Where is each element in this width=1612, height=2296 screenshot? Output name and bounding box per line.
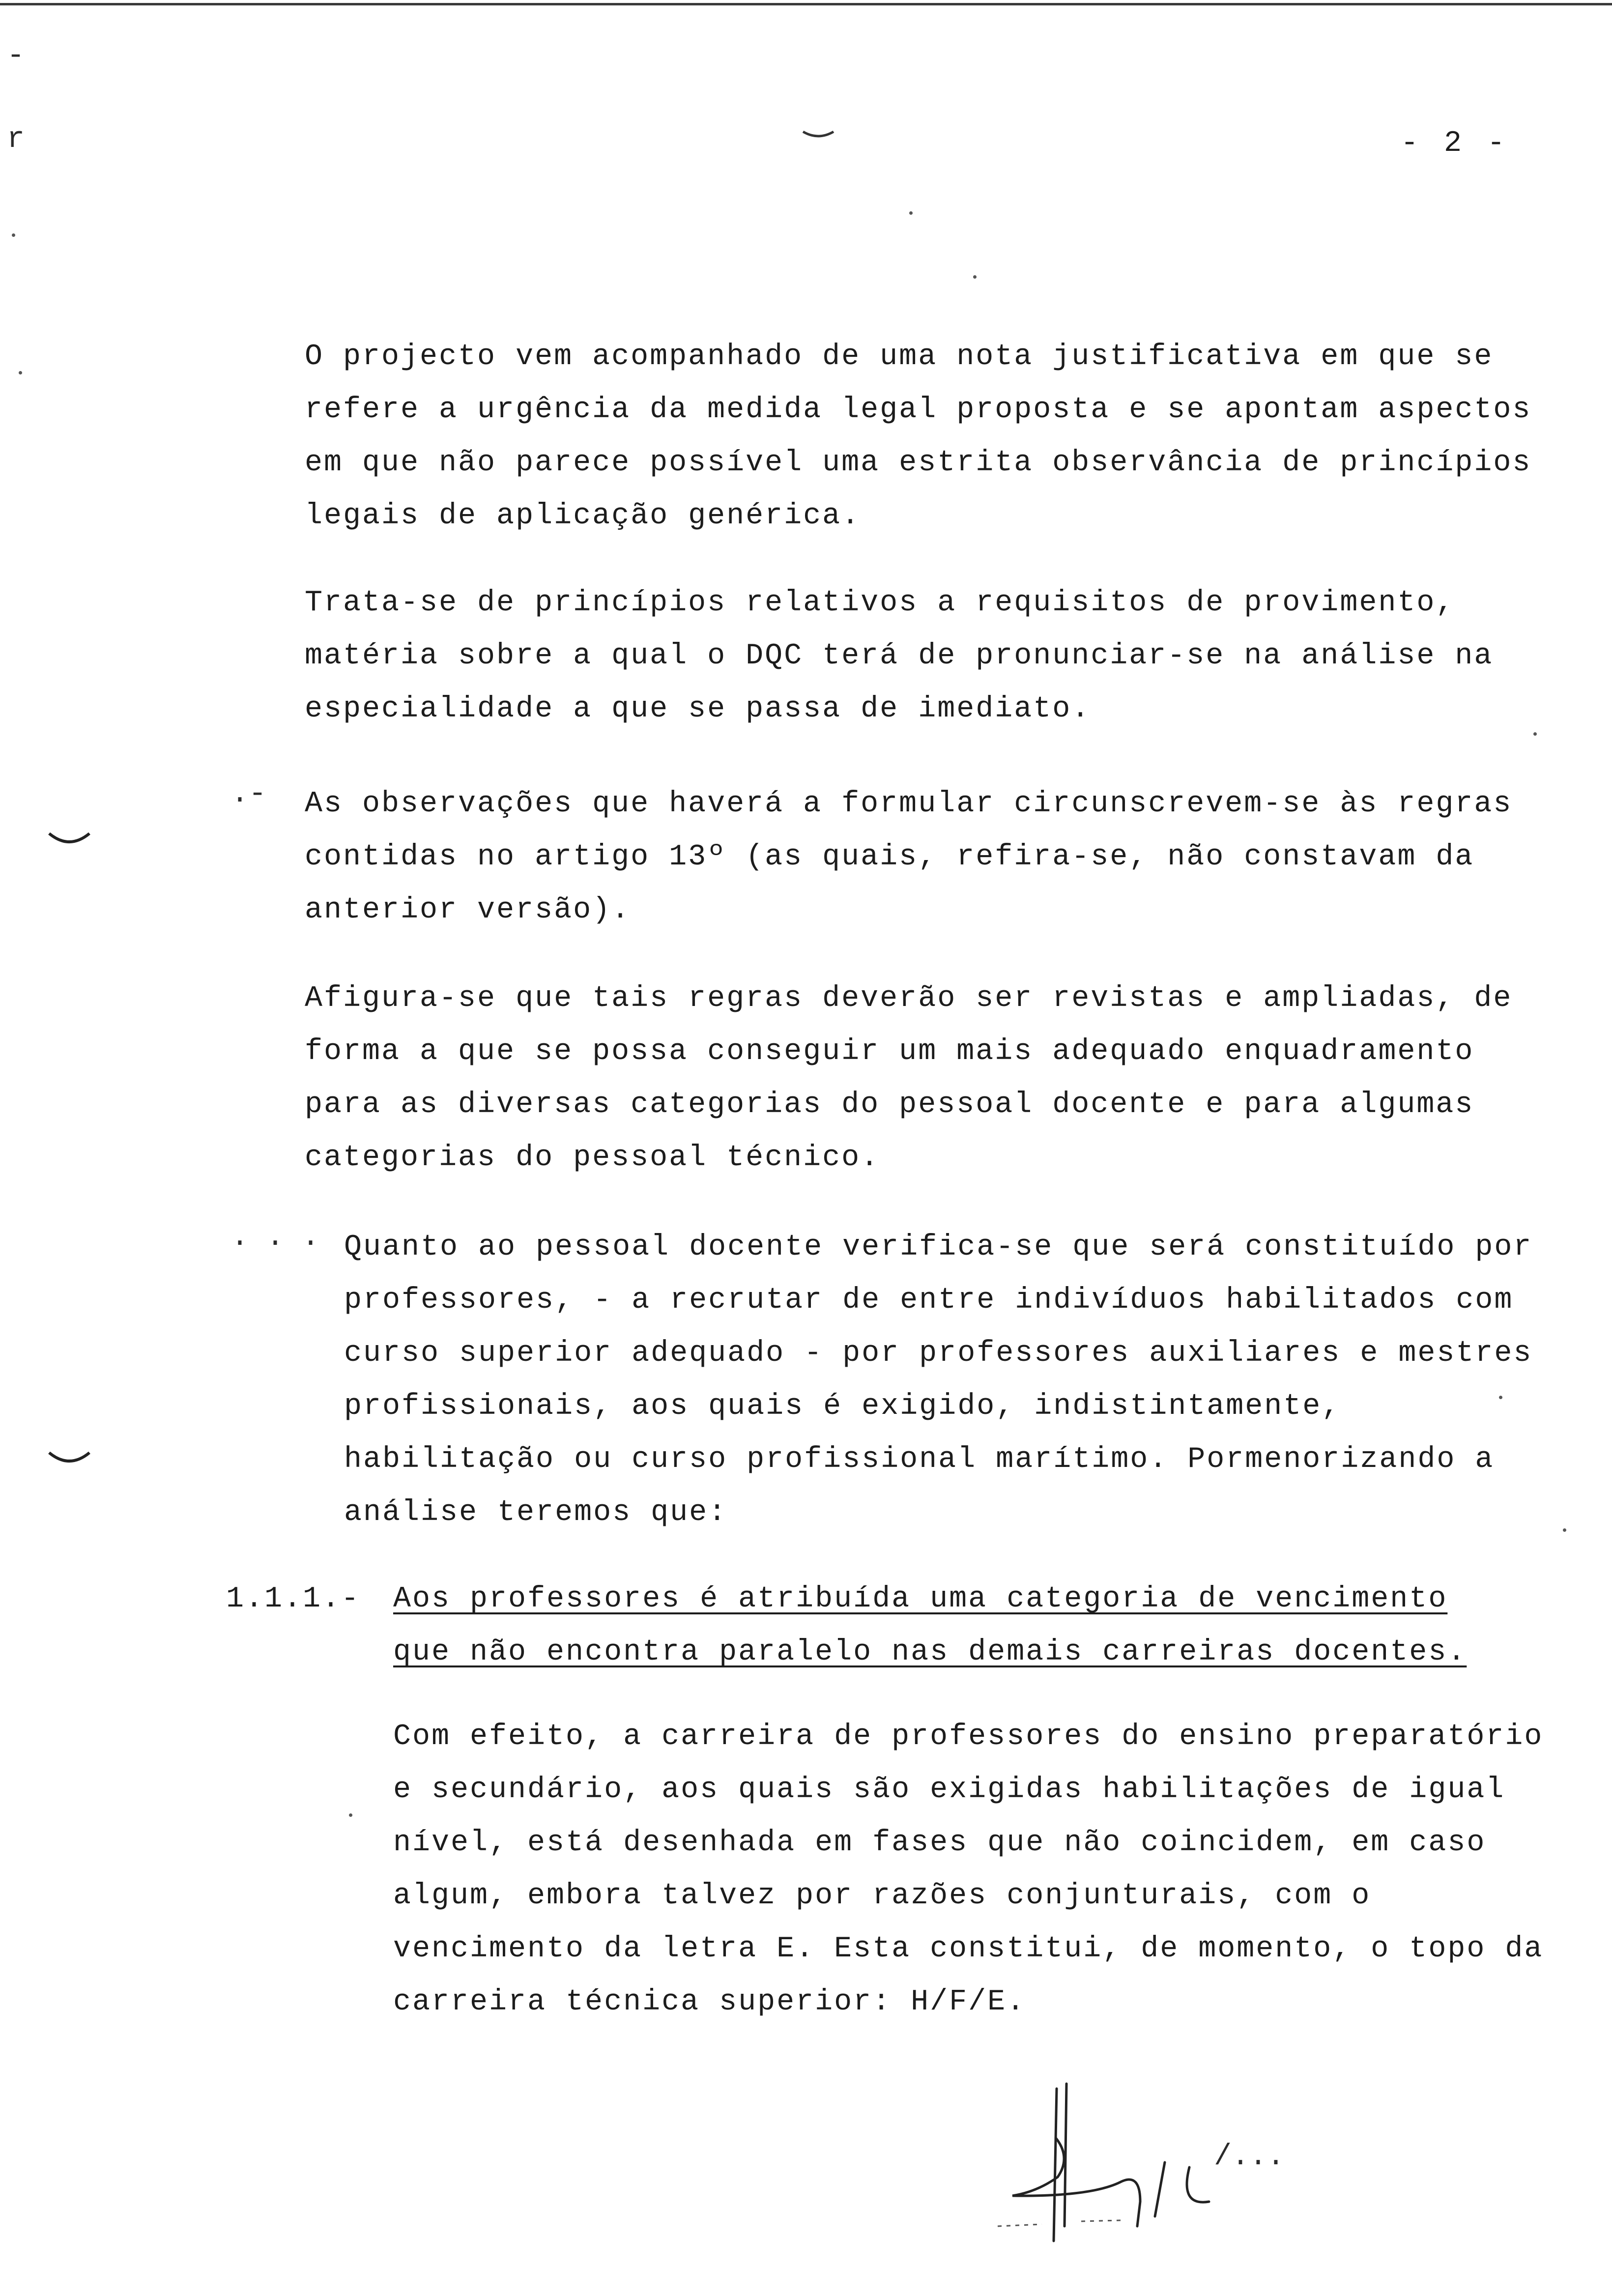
paragraph-justification-note: O projecto vem acompanhado de uma nota justificativa em que se refere a urgência da medida legal proposta e se apontam aspectos em que não parece possível uma estrita observância de princípios legais de aplicação genérica. — [305, 340, 1532, 533]
top-rule — [0, 3, 1612, 5]
scan-speck — [19, 371, 22, 374]
list-marker: . . . — [231, 1221, 320, 1254]
paragraph-career-comparison: Com efeito, a carreira de professores do ensino preparatório e secundário, aos quais são exigidas habilitações de igual nível, está desenhada em fases que não coincidem, em caso algum, embora talvez por razões conjunturais, com o vencimento da letra E. Esta constitui, de momento, o topo da carreira técnica superior: H/F/E. — [393, 1720, 1544, 2019]
scan-speck — [12, 233, 15, 237]
paragraph-article-13-observations: As observações que haverá a formular circunscrevem-se às regras contidas no artigo 13º (as quais, refira-se, não constavam da anterior versão). — [305, 787, 1513, 927]
margin-scan-mark: - — [7, 39, 25, 73]
margin-bracket-mark — [47, 831, 91, 848]
scan-speck — [909, 211, 913, 215]
paragraph-teaching-staff: Quanto ao pessoal docente verifica-se que será constituído por professores, - a recrutar de entre indivíduos habilitados com curso superior adequado - por professores auxiliares e mestres profissionais, aos quais é exigido, indistintamente, habilitação ou curso profissional marítimo. Pormenorizando a análise teremos que: — [344, 1231, 1533, 1529]
paragraph-revision-of-rules: Afigura-se que tais regras deverão ser revistas e ampliadas, de forma a que se possa conseguir um mais adequado enquadramento para as diversas categorias do pessoal docente e para algumas categorias do pessoal técnico. — [305, 982, 1513, 1175]
section-number: 1.1.1.- — [226, 1582, 361, 1616]
scan-speck — [1563, 1528, 1566, 1532]
list-marker: .- — [231, 777, 267, 811]
section-heading-1-1-1 — [226, 1573, 1563, 1679]
margin-scan-mark: r — [7, 123, 25, 156]
heading-line-2: que não encontra paralelo nas demais carreiras docentes. — [393, 1636, 1467, 1669]
scan-speck — [349, 1813, 352, 1817]
heading-line-1: Aos professores é atribuída uma categoria de vencimento — [393, 1582, 1448, 1616]
signature-trailer: /... — [1214, 2140, 1285, 2174]
page-number: - 2 - — [1401, 127, 1509, 160]
margin-bracket-mark — [47, 1450, 91, 1467]
paragraph-provisioning-requirements: Trata-se de princípios relativos a requisitos de provimento, matéria sobre a qual o DQC terá de pronunciar-se na análise na especialidade a que se passa de imediato. — [305, 586, 1494, 726]
scan-speck — [973, 275, 977, 279]
handwritten-signature — [993, 2079, 1347, 2256]
scan-mark — [801, 129, 835, 141]
